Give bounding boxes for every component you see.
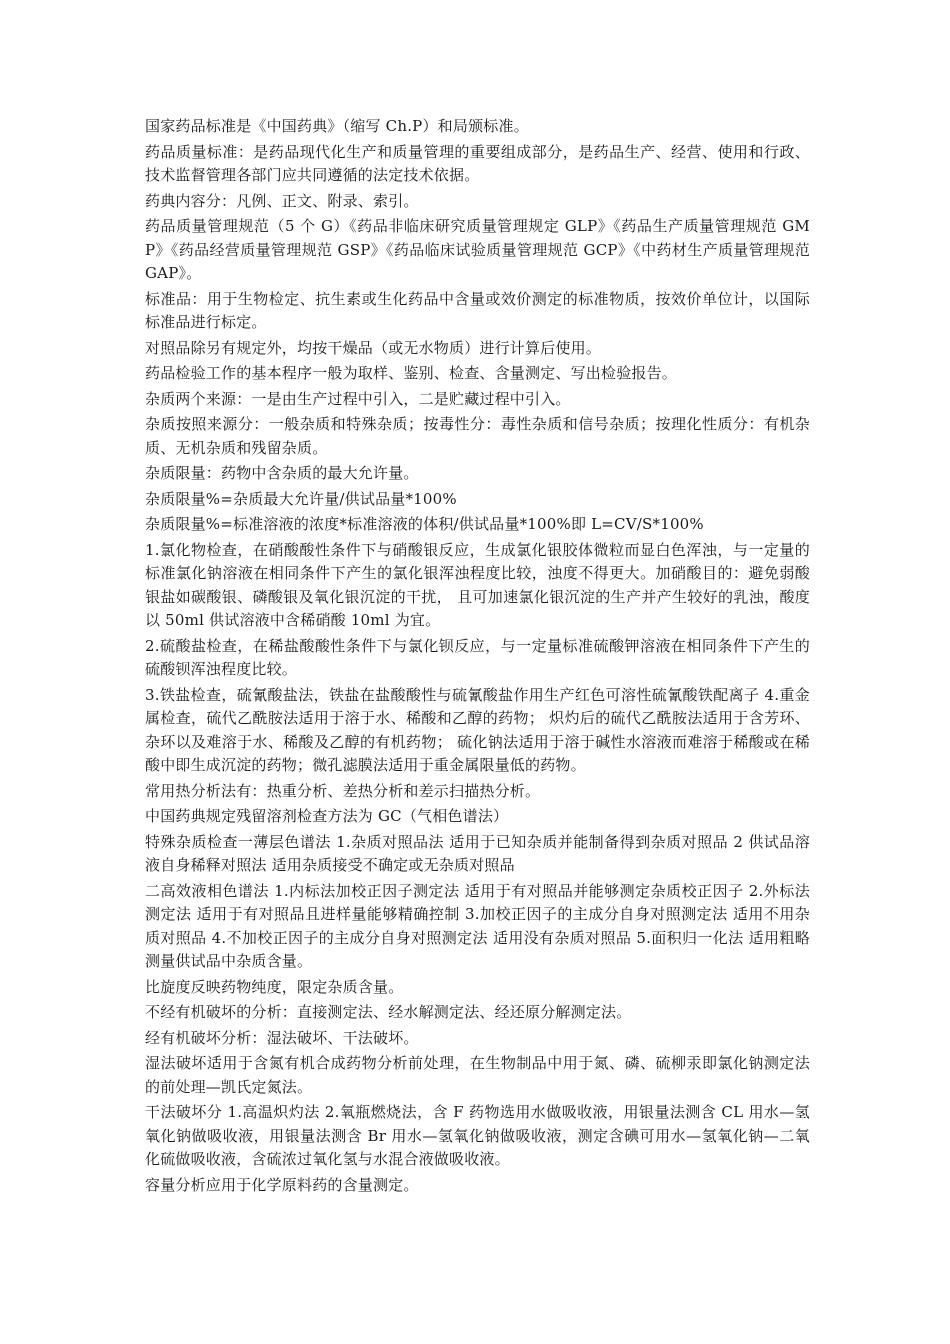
paragraph-inspection-procedure: 药品检验工作的基本程序一般为取样、鉴别、检查、含量测定、写出检验报告。 (145, 364, 678, 382)
paragraph-impurity-classification: 杂质按照来源分：一般杂质和特殊杂质；按毒性分：毒性杂质和信号杂质；按理化性质分：有机杂质、无机杂质和残留杂质。 (145, 415, 810, 457)
paragraph-5g-regulations: 药品质量管理规范（5 个 G）《药品非临床研究质量管理规定 GLP》《药品生产质量管理规范 GMP》《药品经营质量管理规范 GSP》《药品临床试验质量管理规范 GCP》《中药材生产质量管理规范 GAP》。 (145, 217, 810, 282)
paragraph-tlc-method: 特殊杂质检查一薄层色谱法 1.杂质对照品法 适用于已知杂质并能制备得到杂质对照品 2 供试品溶液自身稀释对照法 适用杂质接受不确定或无杂质对照品 (145, 832, 810, 874)
document-body (145, 115, 810, 1199)
paragraph-limit-formula-2: 杂质限量%=标准溶液的浓度*标准溶液的体积/供试品量*100%即 L=CV/S*100% (145, 515, 704, 533)
paragraph-impurity-sources: 杂质两个来源：一是由生产过程中引入，二是贮藏过程中引入。 (145, 389, 571, 408)
paragraph-sulfate-test: 2.硫酸盐检查，在稀盐酸酸性条件下与氯化钡反应，与一定量标准硫酸钾溶液在相同条件下产生的硫酸钡浑浊程度比较。 (145, 636, 810, 678)
paragraph-limit-formula-1: 杂质限量%=杂质最大允许量/供试品量*100% (145, 489, 457, 508)
paragraph-chloride-test: 1.氯化物检查，在硝酸酸性条件下与硝酸银反应，生成氯化银胶体微粒而显白色浑浊，与一定量的标准氯化钠溶液在相同条件下产生的氯化银浑浊程度比较，浊度不得更大。加硝酸目的：避免弱酸银盐如碳酸银、磷酸银及氧化银沉淀的干扰， 且可加速氯化银沉淀的生产并产生较好的乳浊，酸度以 50ml 供试溶液中含稀硝酸 10ml 为宜。 (145, 540, 810, 629)
paragraph-specific-rotation: 比旋度反映药物纯度，限定杂质含量。 (145, 977, 404, 996)
paragraph-hplc-method: 二高效液相色谱法 1.内标法加校正因子测定法 适用于有对照品并能够测定杂质校正因子 2.外标法测定法 适用于有对照品且进样量能够精确控制 3.加校正因子的主成分自身对照测定法 适用不用杂质对照品 4.不加校正因子的主成分自身对照测定法 适用没有杂质对照品 5.面积归一化法 适用粗略测量供试品中杂质含量。 (145, 881, 810, 970)
paragraph-thermal-analysis: 常用热分析法有：热重分析、差热分析和差示扫描热分析。 (145, 781, 541, 800)
paragraph-non-destructive-analysis: 不经有机破坏的分析：直接测定法、经水解测定法、经还原分解测定法。 (145, 1003, 632, 1021)
paragraph-dry-digestion: 干法破坏分 1.高温炽灼法 2.氧瓶燃烧法，含 F 药物选用水做吸收液，用银量法测含 CL 用水—氢氧化钠做吸收液，用银量法测含 Br 用水—氢氧化钠做吸收液，测定含碘可用水—氢氧化钠—二氧化硫做吸收液，含硫浓过氧化氢与水混合液做吸收液。 (145, 1103, 810, 1168)
paragraph-destructive-analysis: 经有机破坏分析：湿法破坏、干法破坏。 (145, 1028, 419, 1047)
paragraph-reference-substance: 对照品除另有规定外，均按干燥品（或无水物质）进行计算后使用。 (145, 338, 602, 357)
paragraph-residual-solvent: 中国药典规定残留溶剂检查方法为 GC（气相色谱法） (145, 807, 509, 825)
paragraph-iron-heavy-metal-test: 3.铁盐检查，硫氰酸盐法，铁盐在盐酸酸性与硫氰酸盐作用生产红色可溶性硫氰酸铁配离子 4.重金属检查，硫代乙酰胺法适用于溶于水、稀酸和乙醇的药物； 炽灼后的硫代乙酰胺法适用于含芳环、杂环以及难溶于水、稀酸及乙醇的有机药物； 硫化钠法适用于溶于碱性水溶液而难溶于稀酸或在稀酸中即生成沉淀的药物；微孔滤膜法适用于重金属限量低的药物。 (145, 685, 810, 774)
paragraph-standard-substance: 标准品：用于生物检定、抗生素或生化药品中含量或效价测定的标准物质，按效价单位计，以国际标准品进行标定。 (145, 289, 810, 331)
paragraph-national-standard: 国家药品标准是《中国药典》（缩写 Ch.P）和局颁标准。 (145, 117, 529, 135)
paragraph-impurity-limit: 杂质限量：药物中含杂质的最大允许量。 (145, 464, 419, 482)
paragraph-pharmacopoeia-content: 药典内容分：凡例、正文、附录、索引。 (145, 191, 419, 210)
paragraph-quality-standard: 药品质量标准：是药品现代化生产和质量管理的重要组成部分，是药品生产、经营、使用和行政、技术监督管理各部门应共同遵循的法定技术依据。 (145, 142, 810, 184)
paragraph-wet-digestion: 湿法破坏适用于含氮有机合成药物分析前处理，在生物制品中用于氮、磷、硫柳汞即氯化钠测定法的前处理—凯氏定氮法。 (145, 1054, 810, 1096)
paragraph-volumetric-analysis: 容量分析应用于化学原料药的含量测定。 (145, 1175, 419, 1194)
